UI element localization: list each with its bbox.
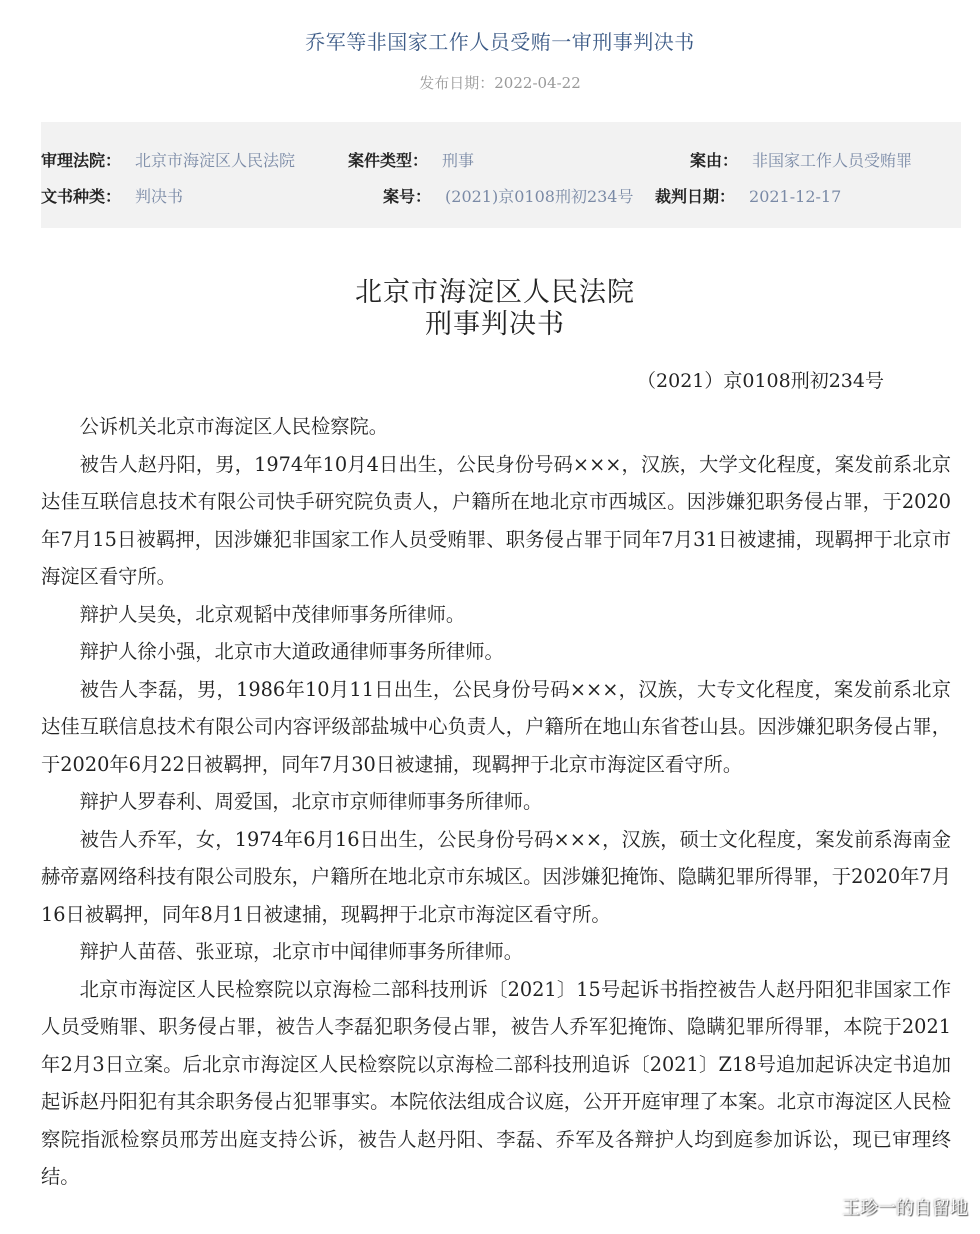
- judgment-body: [41, 408, 951, 1196]
- doc-kind-field: [41, 184, 183, 207]
- paragraph-procedure: 北京市海淀区人民检察院以京海检二部科技刑诉〔2021〕15号起诉书指控被告人赵丹阳犯非国家工作人员受贿罪、职务侵占罪，被告人李磊犯职务侵占罪，被告人乔军犯掩饰、隐瞒犯罪所得罪，本院于2021年2月3日立案。后北京市海淀区人民检察院以京海检二部科技刑追诉〔2021〕Z18号追加起诉决定书追加起诉赵丹阳犯有其余职务侵占犯罪事实。本院依法组成合议庭，公开开庭审理了本案。北京市海淀区人民检察院指派检察员邢芳出庭支持公诉，被告人赵丹阳、李磊、乔军及各辩护人均到庭参加诉讼，现已审理终结。: [41, 977, 951, 1188]
- paragraph-prosecutor: 公诉机关北京市海淀区人民检察院。: [79, 415, 389, 438]
- cause-field: [690, 148, 912, 171]
- case-no-value: (2021)京0108刑初234号: [445, 187, 634, 206]
- case-type-label: 案件类型：: [348, 151, 429, 170]
- case-type-value: 刑事: [442, 151, 475, 170]
- cause-label: 案由：: [690, 151, 739, 170]
- paragraph-defendant-li: 被告人李磊，男，1986年10月11日出生，公民身份号码×××，汉族，大专文化程度，案发前系北京达佳互联信息技术有限公司内容评级部盐城中心负责人，户籍所在地山东省苍山县。因涉嫌犯职务侵占罪，于2020年6月22日被羁押，同年7月30日被逮捕，现羁押于北京市海淀区看守所。: [41, 677, 951, 776]
- court-label: 审理法院：: [41, 151, 122, 170]
- judge-date-label: 裁判日期：: [655, 187, 736, 206]
- document-type-heading: 刑事判决书: [425, 309, 565, 340]
- doc-kind-value: 判决书: [135, 187, 184, 206]
- case-metadata-panel: [41, 122, 961, 228]
- paragraph-defendant-zhao: 被告人赵丹阳，男，1974年10月4日出生，公民身份号码×××，汉族，大学文化程度，案发前系北京达佳互联信息技术有限公司快手研究院负责人，户籍所在地北京市西城区。因涉嫌犯职务侵占罪，于2020年7月15日被羁押，因涉嫌犯非国家工作人员受贿罪、职务侵占罪于同年7月31日被逮捕，现羁押于北京市海淀区看守所。: [41, 452, 951, 588]
- paragraph-defendant-qiao: 被告人乔军，女，1974年6月16日出生，公民身份号码×××，汉族，硕士文化程度，案发前系海南金赫帝嘉网络科技有限公司股东，户籍所在地北京市东城区。因涉嫌犯掩饰、隐瞒犯罪所得罪，于2020年7月16日被羁押，同年8月1日被逮捕，现羁押于北京市海淀区看守所。: [41, 827, 951, 926]
- judge-date-field: [655, 184, 841, 207]
- judge-date-value: 2021-12-17: [749, 187, 842, 206]
- court-heading: 北京市海淀区人民法院: [355, 277, 635, 308]
- court-field: [41, 148, 295, 171]
- doc-kind-label: 文书种类：: [41, 187, 122, 206]
- publish-date-line: [0, 72, 980, 93]
- paragraph-defenders-miao-zhang: 辩护人苗蓓、张亚琼，北京市中闻律师事务所律师。: [79, 940, 524, 963]
- publish-date-value: 2022-04-22: [494, 74, 581, 92]
- publish-date-label: 发布日期：: [419, 74, 495, 92]
- cause-value: 非国家工作人员受贿罪: [752, 151, 913, 170]
- case-no-label: 案号：: [383, 187, 432, 206]
- case-type-field: [348, 148, 474, 171]
- paragraph-defenders-luo-zhou: 辩护人罗春利、周爱国，北京市京师律师事务所律师。: [79, 790, 543, 813]
- case-no-field: [383, 184, 633, 207]
- paragraph-defender-wu: 辩护人吴奂，北京观韬中茂律师事务所律师。: [79, 602, 466, 626]
- court-value: 北京市海淀区人民法院: [135, 151, 296, 170]
- page-title: 乔军等非国家工作人员受贿一审刑事判决书: [305, 30, 695, 54]
- paragraph-defender-xu: 辩护人徐小强，北京市大道政通律师事务所律师。: [79, 640, 504, 663]
- case-number: （2021）京0108刑初234号: [637, 370, 884, 392]
- watermark: 王珍一的自留地: [842, 1198, 968, 1219]
